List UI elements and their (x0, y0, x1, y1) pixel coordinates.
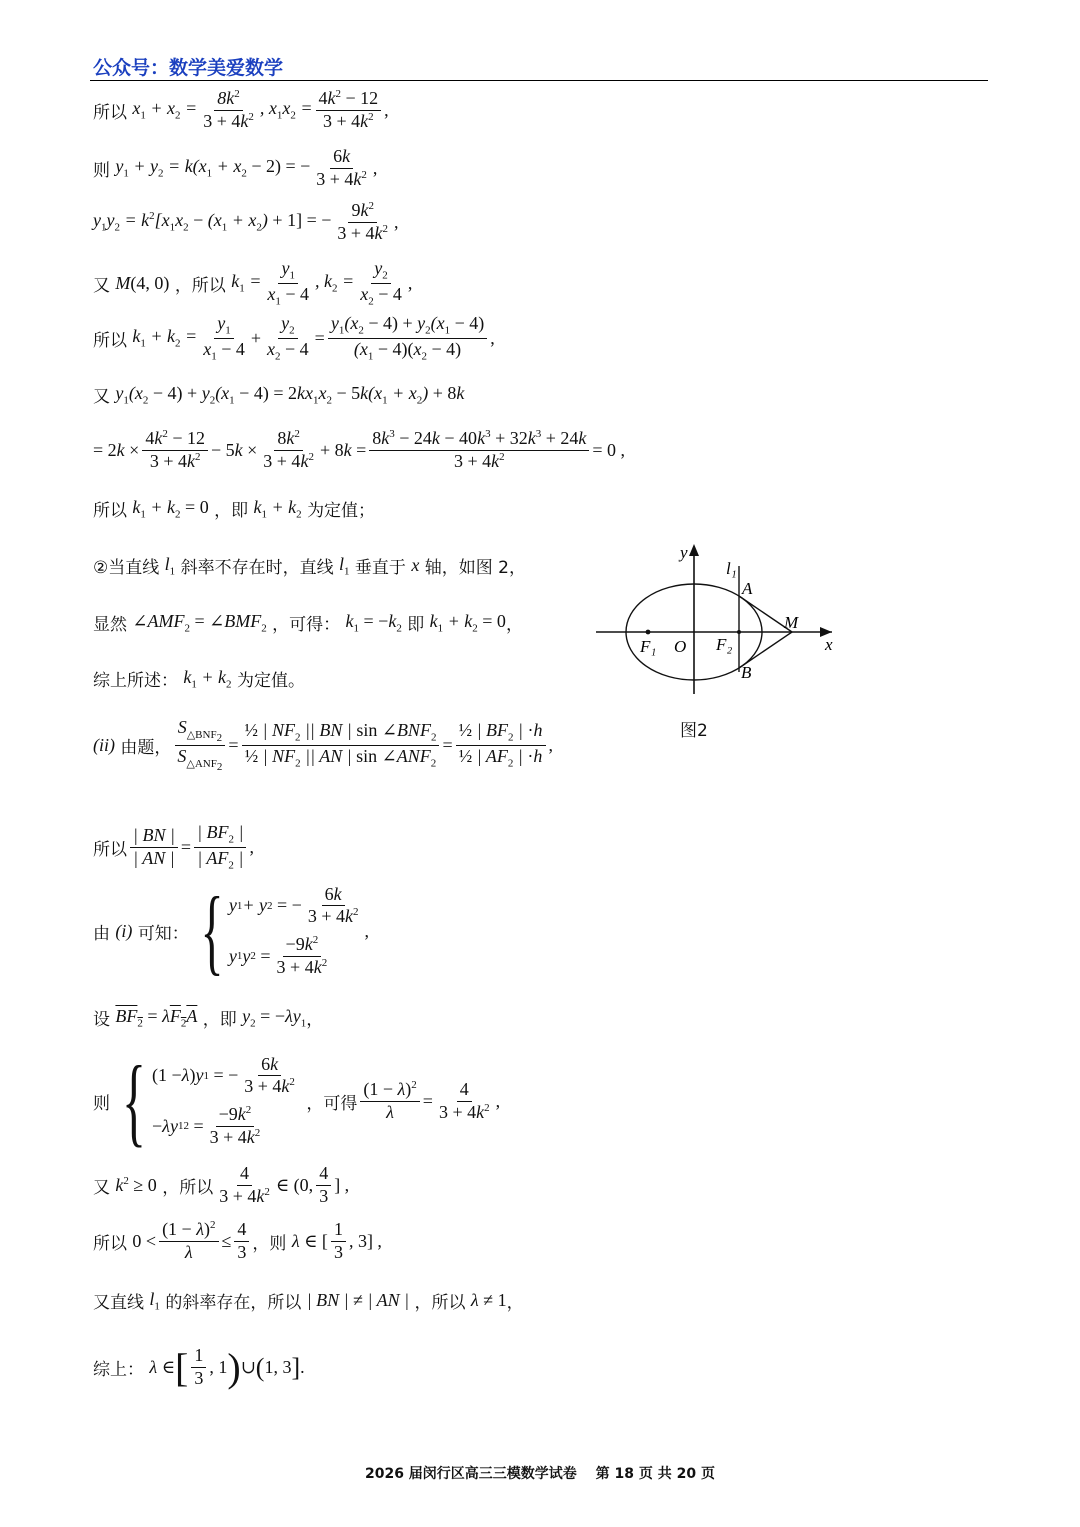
figure-label-F1: F₁ (640, 637, 657, 656)
line-11: 综上所述： $k_1 + k_2$ 为定值。 (93, 666, 305, 691)
line-10: 显然 $\angle AMF_2$ = $\angle BMF_2$ ，可得： $k_1 = -k_2$ 即 $k_1 + k_2 = 0$ ， (93, 610, 523, 635)
line-18: 所以 0 < $\frac{(1 - \lambda)^2}{\lambda}$ ≤ $\frac{4}{3}$ ，则 λ ∈ [ $\frac{1}{3}$ , 3] , (93, 1219, 382, 1262)
header-rule (90, 80, 988, 81)
figure-caption: 图2 (680, 721, 708, 741)
line-13: 所以 $\frac{| BN |}{| AN |}$ = $\frac{| BF_2 |}{| AF_2 |}$ , (93, 822, 254, 872)
line-1: 所以 $x_1 + x_2$ = $\frac{8k^2}{3 + 4k^2}$ , $x_1x_2$ = $\frac{4k^2 - 12}{3 + 4k^2}$ , (93, 88, 389, 131)
line-15: 设 $BF_2 = \lambda F_2A$ ，即 $y_2 = -\lambda y_1$ ， (93, 1005, 324, 1030)
line-20: 综上： λ ∈ [ $\frac{1}{3}$ , 1 ) ∪ ( 1, 3 ] . (93, 1345, 305, 1390)
line-12: (ii) 由题， $\frac{S_{\triangle BNF_2}}{S_{\triangle ANF_2}}$ = $\frac{\frac{1}{2} | NF_2 || BN | \sin \angle BNF_2}{\frac{1}{2} | NF_2 || AN | \sin \angle ANF_2}$ = $\frac{\frac{1}{2} | BF_2 | \cdot h}{\frac{1}{2} | AF_2 | \cdot h}$ , (93, 717, 553, 773)
ellipse-figure (596, 544, 846, 694)
figure-label-y: y (680, 544, 688, 562)
line-16: 则 { (1 − λ ) y 1 = − $\frac{6k}{3 + 4k^2}$ − λy 1 2 = $\frac{-9k^2}{3 + 4k^2}$ ，可得 $\frac{(1 - \lambda)^2}{\lambda}$ = $\frac{4}{3 + 4k^2}$ , (93, 1045, 501, 1156)
figure-label-x: x (825, 635, 833, 654)
line-19: 又直线 $l_1$ 的斜率存在，所以 | BN | ≠ | AN | ，所以 λ ≠ 1 ， (93, 1288, 524, 1313)
line-7: = 2k × $\frac{4k^2 - 12}{3 + 4k^2}$ − 5k × $\frac{8k^2}{3 + 4k^2}$ + 8k = $\frac{8k^3 - 24k - 40k^3 + 32k^3 + 24k}{3 + 4k^2}$ = 0 , (93, 428, 626, 471)
figure-label-O: O (674, 637, 687, 656)
line-4: 又 M(4, 0) ，所以 $k_1$ = $\frac{y_1}{x_1 - 4}$ , $k_2$ = $\frac{y_2}{x_2 - 4}$ , (93, 258, 413, 308)
figure-label-M: M (784, 613, 799, 632)
line-14: 由 (i) 可知： { y 1 + y 2 = − $\frac{6k}{3 + 4k^2}$ y 1 y 2 = $\frac{-9k^2}{3 + 4k^2}$ , (93, 877, 369, 984)
line-6: 又 $y_1(x_2 - 4) + y_2(x_1 - 4) = 2kx_1x_2 - 5k(x_1 + x_2) + 8k$ (93, 382, 465, 407)
figure-label-F2: F₂ (716, 635, 733, 654)
page-footer: 2026 届闵行区高三三模数学试卷 第 18 页 共 20 页 (364, 1466, 716, 1482)
header-title: 公众号：数学美爱数学 (93, 57, 284, 79)
figure-label-l1: l₁ (726, 559, 737, 578)
line-5: 所以 $k_1 + k_2$ = $\frac{y_1}{x_1 - 4}$ + $\frac{y_2}{x_2 - 4}$ = $\frac{y_1(x_2 - 4) + y_2(x_1 - 4)}{(x_1 - 4)(x_2 - 4)}$ , (93, 313, 495, 363)
line-8: 所以 $k_1 + k_2 = 0$ ，即 $k_1 + k_2$ 为定值； (93, 496, 376, 521)
figure-label-A: A (742, 579, 753, 598)
line-2: 则 $y_1 + y_2 = k(x_1 + x_2 - 2)$ = − $\frac{6k}{3 + 4k^2}$ , (93, 146, 378, 189)
figure-label-B: B (741, 663, 752, 682)
line-3: $y_1y_2 = k^2[x_1x_2 - (x_1 + x_2) + 1]$ = − $\frac{9k^2}{3 + 4k^2}$ , (93, 200, 399, 243)
line-17: 又 $k^2 \ge 0$ ，所以 $\frac{4}{3 + 4k^2}$ ∈ (0, $\frac{4}{3}$ ] , (93, 1163, 350, 1206)
line-9: ②当直线 $l_1$ 斜率不存在时，直线 $l_1$ 垂直于 x 轴，如图 2， (93, 553, 526, 578)
